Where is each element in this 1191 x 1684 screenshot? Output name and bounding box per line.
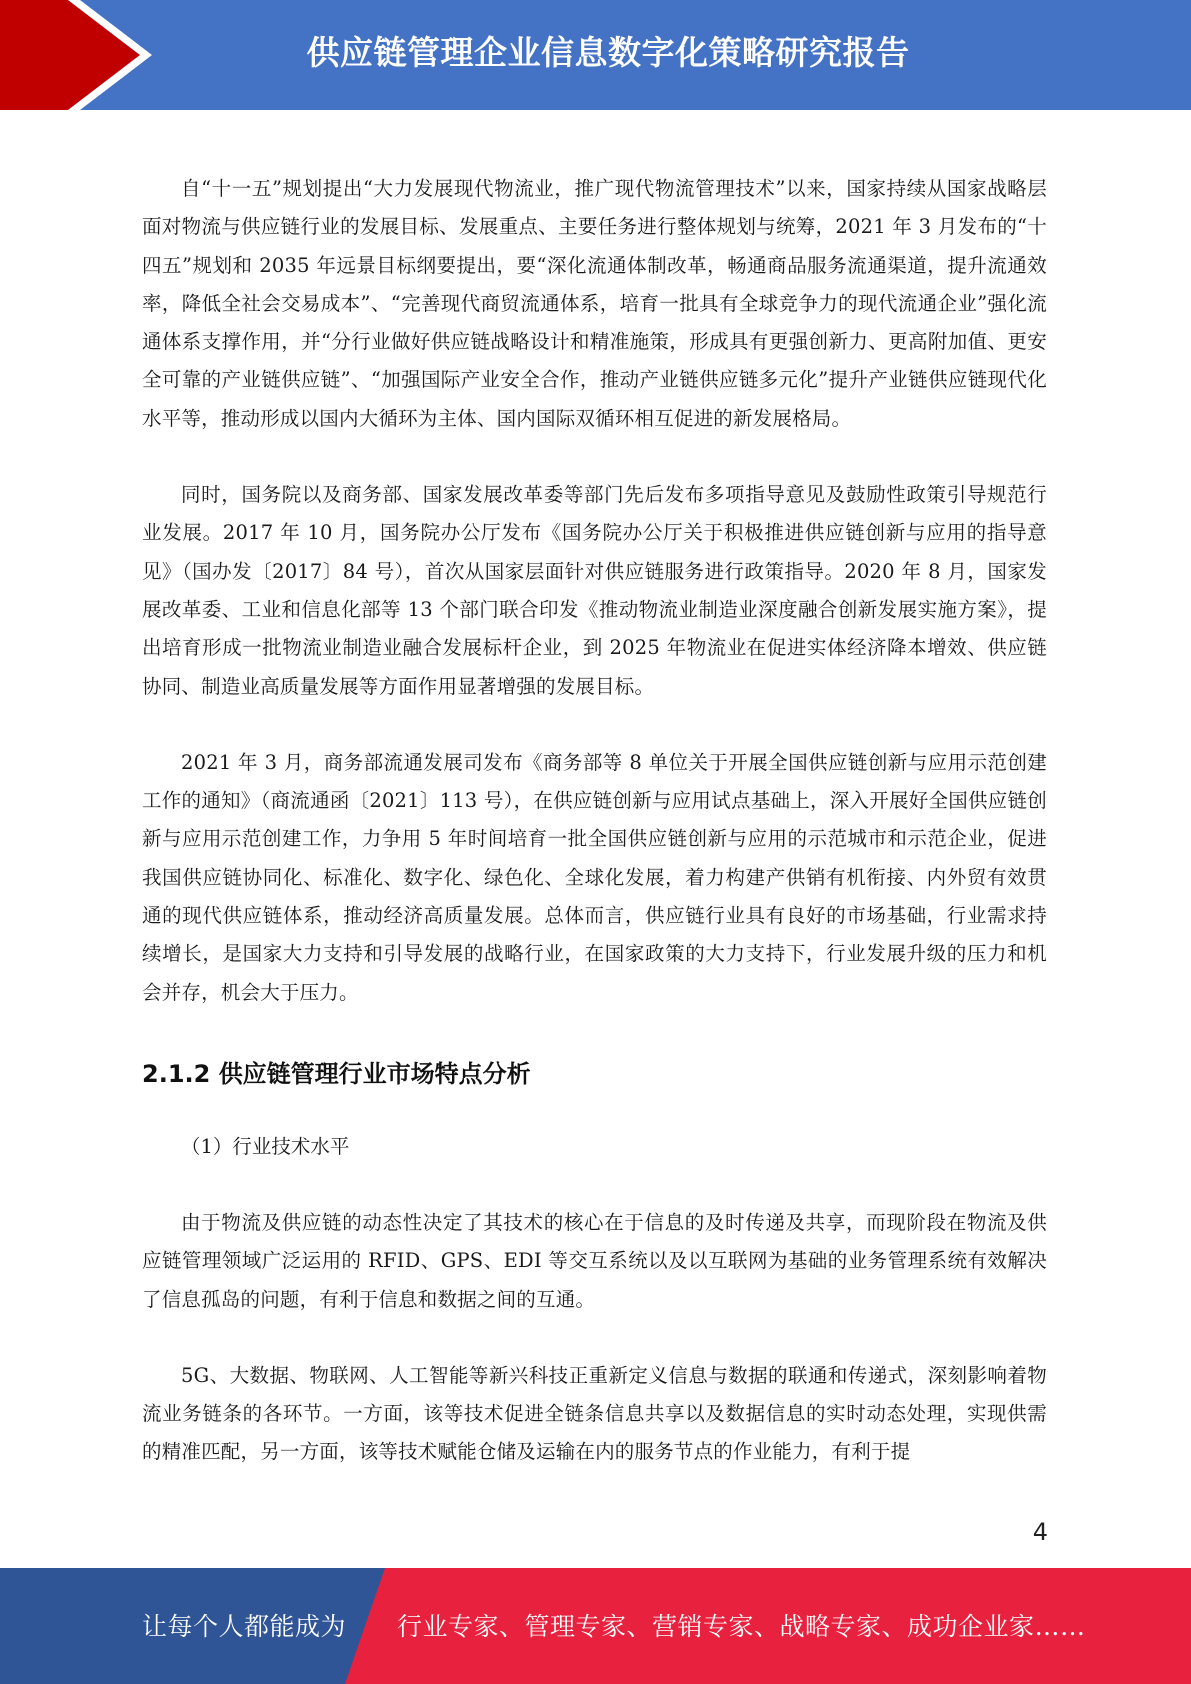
page-footer [0,1568,1191,1684]
subheading: （1）行业技术水平 [181,1134,350,1158]
paragraph: 由于物流及供应链的动态性决定了其技术的核心在于信息的及时传递及共享，而现阶段在物流及供应链管理领域广泛运用的 RFID、GPS、EDI 等交互系统以及以互联网为基础的业务管理系统有效解决了信息孤岛的问题，有利于信息和数据之间的互通。 [142,1210,1047,1311]
section-heading: 2.1.2 供应链管理行业市场特点分析 [142,1059,531,1088]
footer-slogan-left: 让每个人都能成为 [142,1612,347,1641]
page-header [0,0,1191,110]
paragraph: 自“十一五”规划提出“大力发展现代物流业，推广现代物流管理技术”以来，国家持续从国家战略层面对物流与供应链行业的发展目标、发展重点、主要任务进行整体规划与统筹，2021 年 3 月发布的“十四五”规划和 2035 年远景目标纲要提出，要“深化流通体制改革，畅通商品服务流通渠道，提升流通效率，降低全社会交易成本”、“完善现代商贸流通体系，培育一批具有全球竞争力的现代流通企业”强化流通体系支撑作用，并“分行业做好供应链战略设计和精准施策，形成具有更强创新力、更高附加值、更安全可靠的产业链供应链”、“加强国际产业安全合作，推动产业链供应链多元化”提升产业链供应链现代化水平等，推动形成以国内大循环为主体、国内国际双循环相互促进的新发展格局。 [142,177,1047,430]
paragraph: 5G、大数据、物联网、人工智能等新兴科技正重新定义信息与数据的联通和传递式，深刻影响着物流业务链条的各环节。一方面，该等技术促进全链条信息共享以及数据信息的实时动态处理，实现供需的精准匹配，另一方面，该等技术赋能仓储及运输在内的服务节点的作业能力，有利于提 [142,1363,1047,1464]
document-title: 供应链管理企业信息数字化策略研究报告 [306,33,910,72]
page-content [142,170,1047,1472]
paragraph: 2021 年 3 月，商务部流通发展司发布《商务部等 8 单位关于开展全国供应链创新与应用示范创建工作的通知》（商流通函〔2021〕113 号），在供应链创新与应用试点基础上，深入开展好全国供应链创新与应用示范创建工作，力争用 5 年时间培育一批全国供应链创新与应用的示范城市和示范企业，促进我国供应链协同化、标准化、数字化、绿色化、全球化发展，着力构建产供销有机衔接、内外贸有效贯通的现代供应链体系，推动经济高质量发展。总体而言，供应链行业具有良好的市场基础，行业需求持续增长，是国家大力支持和引导发展的战略行业，在国家政策的大力支持下，行业发展升级的压力和机会并存，机会大于压力。 [142,750,1047,1004]
page-number: 4 [1032,1518,1048,1546]
paragraph: 同时，国务院以及商务部、国家发展改革委等部门先后发布多项指导意见及鼓励性政策引导规范行业发展。2017 年 10 月，国务院办公厅发布《国务院办公厅关于积极推进供应链创新与应用的指导意见》（国办发〔2017〕84 号），首次从国家层面针对供应链服务进行政策指导。2020 年 8 月，国家发展改革委、工业和信息化部等 13 个部门联合印发《推动物流业制造业深度融合创新发展实施方案》，提出培育形成一批物流业制造业融合发展标杆企业，到 2025 年物流业在促进实体经济降本增效、供应链协同、制造业高质量发展等方面作用显著增强的发展目标。 [142,483,1047,698]
footer-slogan-right: 行业专家、管理专家、营销专家、战略专家、成功企业家…… [397,1612,1086,1641]
